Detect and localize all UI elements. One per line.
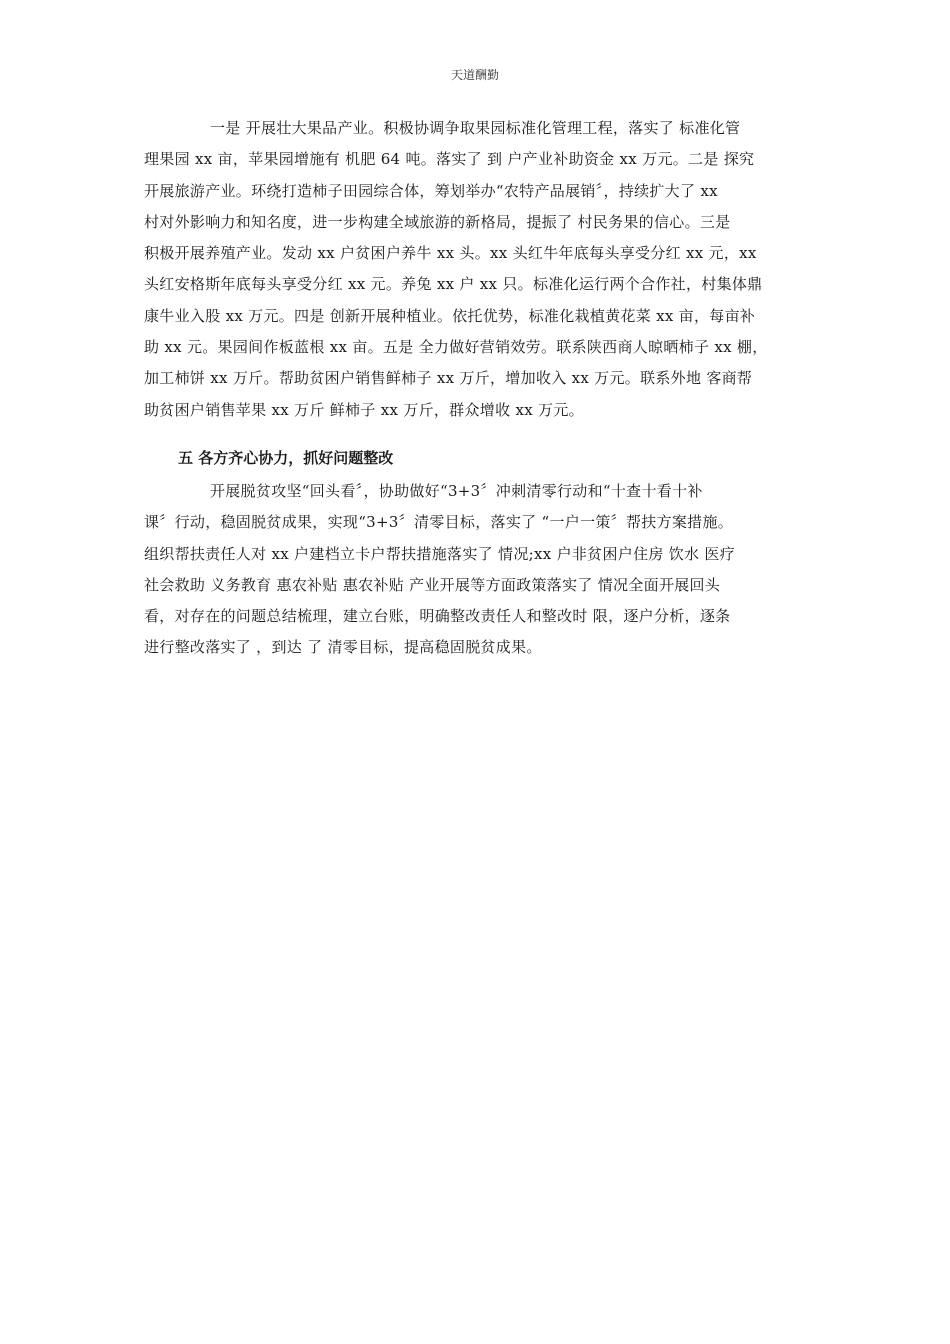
paragraph-line: 助 xx 元。果园间作板蓝根 xx 亩。五是 全力做好营销效劳。联系陕西商人晾晒柿子 xx 棚， [144,338,768,357]
paragraph-line: 课〞行动，稳固脱贫成果，实现“3+3〞清零目标，落实了 “一户一策〞帮扶方案措施。 [144,513,734,532]
paragraph-line: 开展脱贫攻坚“回头看〞，协助做好“3+3〞冲刺清零行动和“十查十看十补 [210,481,703,500]
document-body [144,113,802,664]
paragraph-line: 村对外影响力和知名度，进一步构建全域旅游的新格局，提振了 村民务果的信心。三是 [144,212,731,231]
paragraph-line: 助贫困户销售苹果 xx 万斤 鲜柿子 xx 万斤，群众增收 xx 万元。 [144,400,584,419]
page-header: 天道酬勤 [450,68,499,82]
paragraph-line: 积极开展养殖产业。发动 xx 户贫困户养牛 xx 头。xx 头红牛年底每头享受分红 xx 元，xx [144,244,757,263]
paragraph-line: 一是 开展壮大果品产业。积极协调争取果园标准化管理工程，落实了 标准化管 [210,119,741,137]
paragraph-industry [144,113,802,426]
paragraph-rectification [144,476,802,664]
section-heading: 五 各方齐心协力，抓好问题整改 [178,448,394,467]
paragraph-line: 组织帮扶责任人对 xx 户建档立卡户帮扶措施落实了 情况;xx 户非贫困户住房 饮水 医疗 [144,544,736,563]
paragraph-line: 社会救助 义务教育 惠农补贴 惠农补贴 产业开展等方面政策落实了 情况全面开展回头 [144,575,721,594]
paragraph-line: 进行整改落实了 ，到达 了 清零目标，提高稳固脱贫成果。 [144,638,542,657]
paragraph-line: 理果园 xx 亩，苹果园增施有 机肥 64 吨。落实了 到 户产业补助资金 xx 万元。二是 探究 [144,150,755,169]
paragraph-line: 加工柿饼 xx 万斤。帮助贫困户销售鲜柿子 xx 万斤，增加收入 xx 万元。联系外地 客商帮 [144,369,753,388]
paragraph-line: 开展旅游产业。环绕打造柿子田园综合体，筹划举办“农特产品展销〞，持续扩大了 xx [144,181,718,200]
paragraph-line: 看，对存在的问题总结梳理，建立台账，明确整改责任人和整改时 限，逐户分析，逐条 [144,607,731,626]
paragraph-line: 头红安格斯年底每头享受分红 xx 元。养兔 xx 户 xx 只。标准化运行两个合作社，村集体鼎 [144,275,763,294]
paragraph-line: 康牛业入股 xx 万元。四是 创新开展种植业。依托优势，标准化栽植黄花菜 xx 亩，每亩补 [144,306,756,325]
